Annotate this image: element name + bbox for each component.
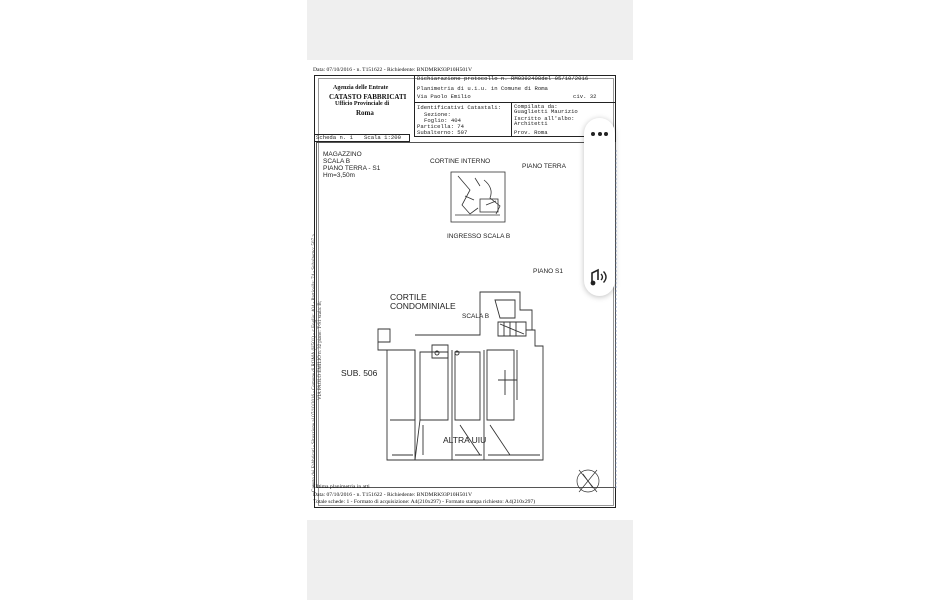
magazzino-piano: PIANO TERRA - S1: [323, 165, 381, 172]
foglio: Foglio: 404: [424, 117, 461, 124]
identifiers-title: Identificativi Catastali:: [417, 104, 501, 111]
sezione: Sezione:: [424, 111, 451, 118]
side-note: Catasto dei Fabbricati - Situazione al 07/10/2016 - Comune di ROMA (H501) - < Foglio: 404 - Particella: 74 - Subalterno: 507 >: [312, 233, 317, 492]
address-line: Via Paolo Emilio: [417, 93, 471, 100]
cortile-label: CORTILE: [390, 292, 427, 302]
compiled-registered: Iscritto all'albo:: [514, 115, 575, 122]
protocol-line: Dichiarazione protocollo n. RM0392408del 05/10/2016: [417, 75, 589, 82]
condominiale-label: CONDOMINIALE: [390, 301, 456, 311]
plan-of-line: Planimetria di u.i.u. in Comune di Roma: [417, 85, 548, 92]
scala-b-label: SCALA B: [462, 313, 490, 320]
subalterno: Subalterno: 507: [417, 129, 468, 136]
ultima-planimetria: Ultima planimetria in atti: [313, 484, 370, 490]
sub-506-label: SUB. 506: [341, 368, 378, 378]
particella: Particella: 74: [417, 123, 464, 130]
agency-line4: Roma: [356, 109, 374, 117]
side-note-address: VIA PAOLO EMILIO n. 32 piano: T-S1 scala: B;: [318, 300, 323, 400]
agency-line1: Agenzia delle Entrate: [333, 85, 389, 91]
scheda-number: Scheda n. 1: [316, 134, 353, 141]
compiled-profession: Architetti: [514, 120, 548, 127]
read-aloud-icon[interactable]: [588, 266, 611, 288]
magazzino-label: MAGAZZINO: [323, 151, 362, 158]
compiled-title: Compilata da:: [514, 103, 558, 110]
ingresso-label: INGRESSO SCALA B: [447, 233, 511, 240]
scale-label: Scala 1:200: [364, 134, 401, 141]
magazzino-scala: SCALA B: [323, 158, 351, 165]
cortine-interno-label: CORTINE INTERNO: [430, 158, 491, 165]
compiled-name: Guaglietti Maurizio: [514, 108, 578, 115]
altra-uiu-label: ALTRA UIU: [443, 435, 487, 445]
agency-line2: CATASTO FABBRICATI: [329, 93, 407, 101]
compiled-province: Prov. Roma: [514, 129, 548, 136]
piano-s1-label: PIANO S1: [533, 268, 563, 275]
viewer-side-panel: [584, 118, 615, 296]
agency-line3: Ufficio Provinciale di: [335, 101, 390, 107]
footer-line2: Totale schede: 1 - Formato di acquisizione: A4(210x297) - Formato stampa richiesto: A4(210x297): [313, 499, 536, 505]
piano-terra-label: PIANO TERRA: [522, 163, 566, 170]
civic-number: civ. 32: [573, 93, 597, 100]
magazzino-height: Hm=3,50m: [323, 172, 355, 179]
footer-line1: Data: 07/10/2016 - n. T151622 - Richiedente: BNDMRK93P10H501V: [313, 492, 472, 498]
print-header: Data: 07/10/2016 - n. T151622 - Richiedente: BNDMRK93P10H501V: [313, 67, 472, 73]
more-dots-icon[interactable]: [588, 126, 611, 142]
